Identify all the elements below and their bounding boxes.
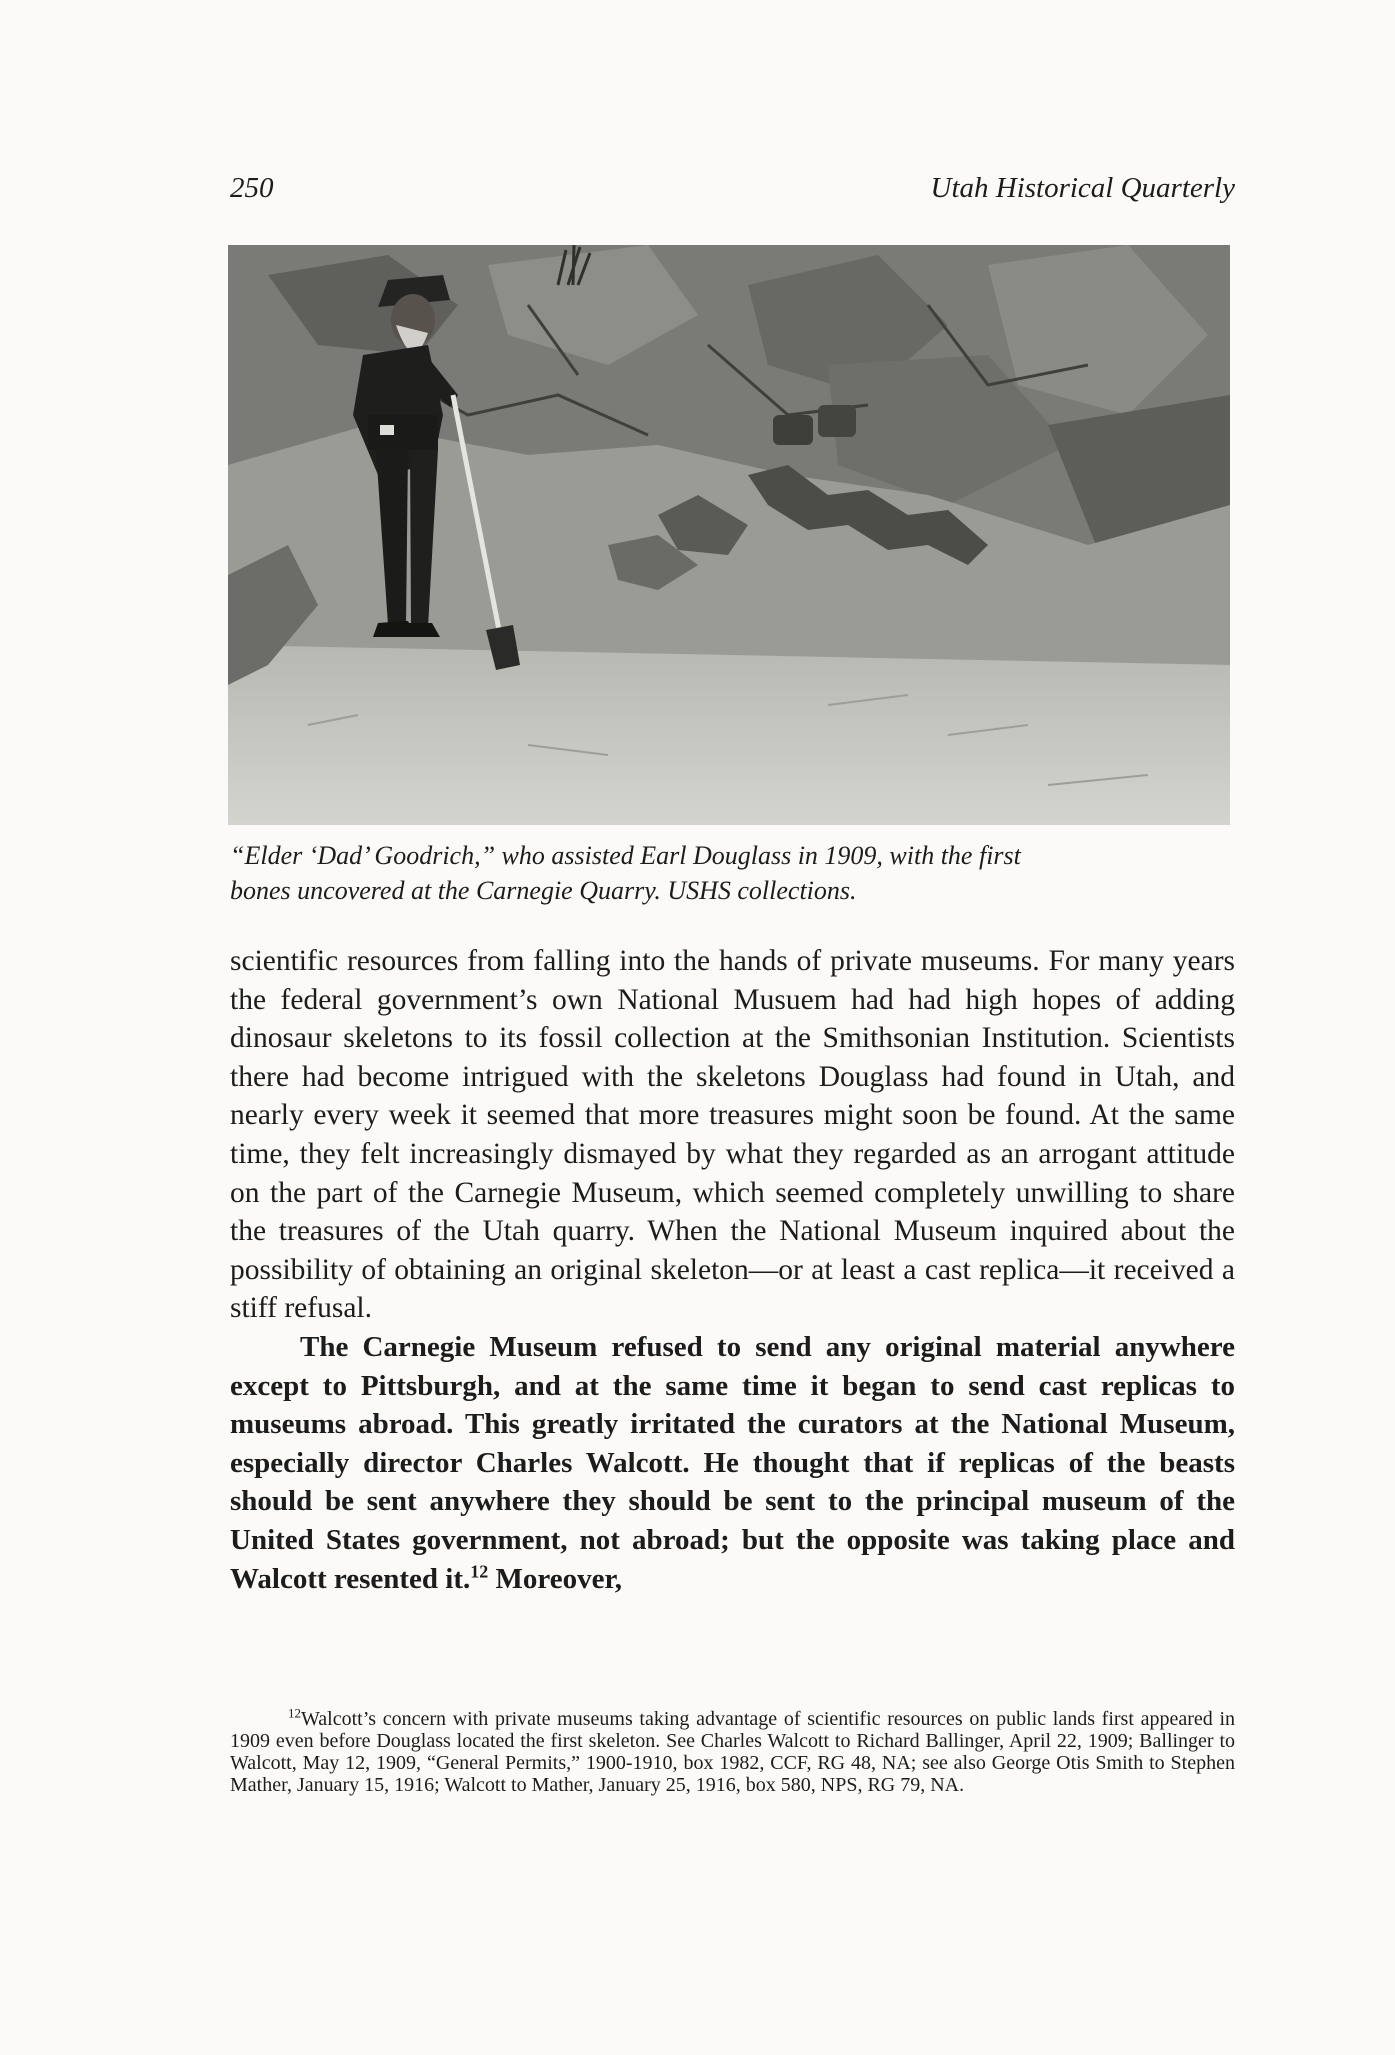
running-header xyxy=(230,172,1235,212)
caption-line-1: “Elder ‘Dad’ Goodrich,” who assisted Earl Douglass in 1909, with the first xyxy=(230,841,1021,870)
paragraph-2-text: The Carnegie Museum refused to send any original material anywhere except to Pittsburgh, and at the same time it began to send cast replicas to museums abroad. This greatly irritated the curators at the National Museum, especially director Charles Walcott. He thought that if replicas of the beasts should be sent anywhere they should be sent to the principal museum of the United States government, not abroad; but the opposite was taking place and Walcott resented it. xyxy=(230,1330,1235,1595)
paragraph-2 xyxy=(230,1328,1235,1598)
page-number: 250 xyxy=(230,172,274,204)
paragraph-2-tail: Moreover, xyxy=(488,1562,622,1595)
journal-title: Utah Historical Quarterly xyxy=(930,172,1235,204)
footnote-mark: 12 xyxy=(288,1705,301,1721)
footnote-reference: 12 xyxy=(470,1560,489,1581)
photograph xyxy=(228,245,1230,825)
caption-line-2: bones uncovered at the Carnegie Quarry. USHS collections. xyxy=(230,876,857,905)
body-text xyxy=(230,942,1235,1598)
photo-caption xyxy=(230,838,1230,908)
footnote-text: Walcott’s concern with private museums taking advantage of scientific resources on public lands first appeared in 1909 even before Douglass located the first skeleton. See Charles Walcott to Richard Ballinger, April 22, 1909; Ballinger to Walcott, May 12, 1909, “General Permits,” 1900-1910, box 1982, CCF, RG 48, NA; see also George Otis Smith to Stephen Mather, January 15, 1916; Walcott to Mather, January 25, 1916, box 580, NPS, RG 79, NA. xyxy=(230,1708,1235,1796)
footnote xyxy=(230,1705,1235,1796)
paragraph-1: scientific resources from falling into the hands of private museums. For many years the federal government’s own National Musuem had had high hopes of adding dinosaur skeletons to its fossil collection at the Smithsonian Institution. Scientists there had become intrigued with the skeletons Douglass had found in Utah, and nearly every week it seemed that more treasures might soon be found. At the same time, they felt increasingly dismayed by what they regarded as an arrogant attitude on the part of the Carnegie Museum, which seemed completely unwilling to share the treasures of the Utah quarry. When the National Museum inquired about the possibility of obtaining an original skeleton—or at least a cast replica—it received a stiff refusal. xyxy=(230,945,1235,1325)
